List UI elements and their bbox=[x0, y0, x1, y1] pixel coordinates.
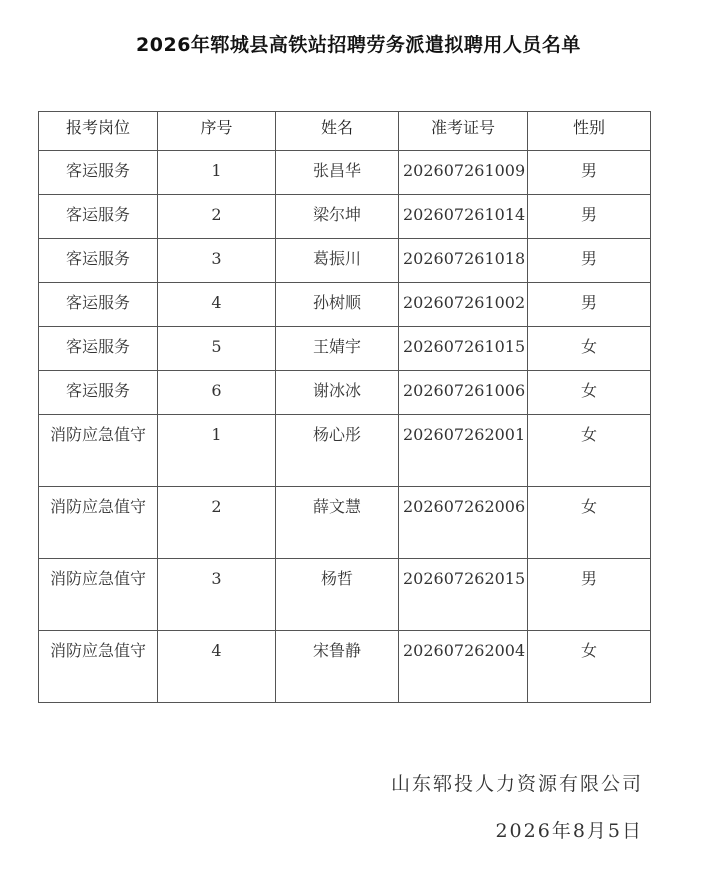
cell-seq: 4 bbox=[158, 631, 276, 703]
cell-post: 客运服务 bbox=[39, 195, 158, 239]
header-post: 报考岗位 bbox=[39, 112, 158, 151]
document-title: 2026年郓城县高铁站招聘劳务派遣拟聘用人员名单 bbox=[136, 34, 581, 56]
issue-date: 2026年8月5日 bbox=[495, 820, 643, 842]
table-header-row bbox=[39, 112, 651, 151]
cell-seq: 3 bbox=[158, 559, 276, 631]
table-row bbox=[39, 327, 651, 371]
cell-name: 杨哲 bbox=[276, 559, 399, 631]
cell-exam-no: 202607262001 bbox=[399, 415, 528, 487]
table-row bbox=[39, 195, 651, 239]
cell-gender: 女 bbox=[528, 487, 651, 559]
cell-seq: 2 bbox=[158, 487, 276, 559]
cell-name: 葛振川 bbox=[276, 239, 399, 283]
cell-gender: 男 bbox=[528, 559, 651, 631]
table-row bbox=[39, 559, 651, 631]
cell-post: 消防应急值守 bbox=[39, 487, 158, 559]
table-row bbox=[39, 631, 651, 703]
cell-gender: 女 bbox=[528, 371, 651, 415]
cell-exam-no: 202607262004 bbox=[399, 631, 528, 703]
cell-name: 孙树顺 bbox=[276, 283, 399, 327]
cell-seq: 1 bbox=[158, 415, 276, 487]
cell-post: 客运服务 bbox=[39, 371, 158, 415]
cell-exam-no: 202607261009 bbox=[399, 151, 528, 195]
cell-gender: 女 bbox=[528, 327, 651, 371]
table-row bbox=[39, 151, 651, 195]
cell-name: 杨心彤 bbox=[276, 415, 399, 487]
table-row bbox=[39, 415, 651, 487]
table-row bbox=[39, 487, 651, 559]
cell-post: 消防应急值守 bbox=[39, 415, 158, 487]
cell-gender: 男 bbox=[528, 283, 651, 327]
cell-exam-no: 202607261018 bbox=[399, 239, 528, 283]
header-gender: 性别 bbox=[528, 112, 651, 151]
hiring-roster-table bbox=[38, 111, 651, 703]
cell-exam-no: 202607261006 bbox=[399, 371, 528, 415]
cell-exam-no: 202607262015 bbox=[399, 559, 528, 631]
cell-seq: 3 bbox=[158, 239, 276, 283]
cell-exam-no: 202607262006 bbox=[399, 487, 528, 559]
cell-gender: 男 bbox=[528, 195, 651, 239]
cell-exam-no: 202607261015 bbox=[399, 327, 528, 371]
cell-name: 薛文慧 bbox=[276, 487, 399, 559]
cell-seq: 6 bbox=[158, 371, 276, 415]
cell-post: 客运服务 bbox=[39, 283, 158, 327]
cell-post: 消防应急值守 bbox=[39, 559, 158, 631]
cell-name: 宋鲁静 bbox=[276, 631, 399, 703]
cell-gender: 女 bbox=[528, 631, 651, 703]
cell-seq: 4 bbox=[158, 283, 276, 327]
table-row bbox=[39, 283, 651, 327]
cell-seq: 2 bbox=[158, 195, 276, 239]
header-exam-no: 准考证号 bbox=[399, 112, 528, 151]
issuer-name: 山东郓投人力资源有限公司 bbox=[390, 773, 643, 795]
cell-name: 谢冰冰 bbox=[276, 371, 399, 415]
cell-gender: 女 bbox=[528, 415, 651, 487]
cell-gender: 男 bbox=[528, 151, 651, 195]
cell-name: 王婧宇 bbox=[276, 327, 399, 371]
cell-seq: 1 bbox=[158, 151, 276, 195]
cell-post: 客运服务 bbox=[39, 327, 158, 371]
table-row bbox=[39, 239, 651, 283]
cell-post: 客运服务 bbox=[39, 239, 158, 283]
table-row bbox=[39, 371, 651, 415]
cell-exam-no: 202607261002 bbox=[399, 283, 528, 327]
cell-post: 客运服务 bbox=[39, 151, 158, 195]
cell-name: 张昌华 bbox=[276, 151, 399, 195]
cell-post: 消防应急值守 bbox=[39, 631, 158, 703]
cell-name: 梁尔坤 bbox=[276, 195, 399, 239]
cell-exam-no: 202607261014 bbox=[399, 195, 528, 239]
cell-gender: 男 bbox=[528, 239, 651, 283]
header-seq: 序号 bbox=[158, 112, 276, 151]
header-name: 姓名 bbox=[276, 112, 399, 151]
cell-seq: 5 bbox=[158, 327, 276, 371]
